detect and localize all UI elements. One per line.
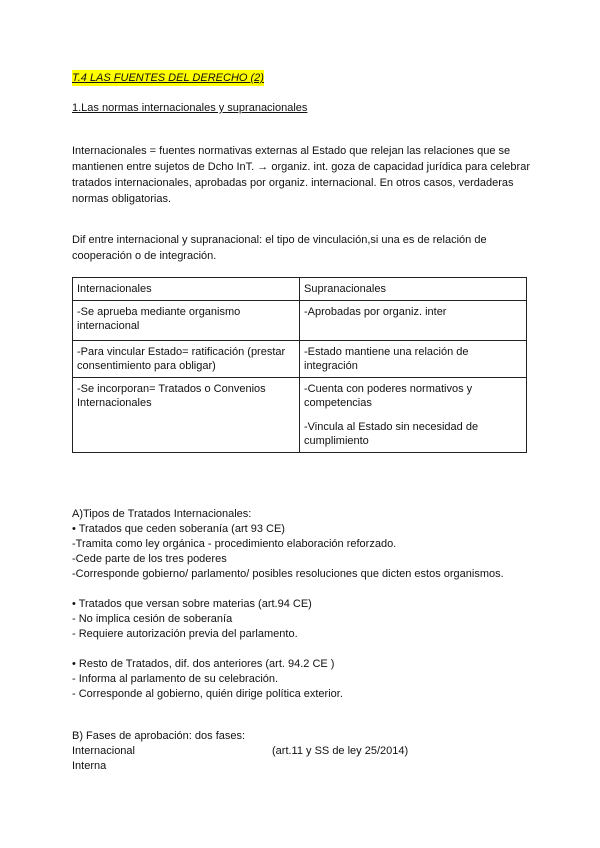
list-item: - Corresponde al gobierno, quién dirige política exterior. [72, 688, 343, 700]
cell-text: -Se incorporan= Tratados o Convenios Internacionales [77, 383, 266, 409]
cell-text: -Para vincular Estado= ratificación (prestar consentimiento para obligar) [77, 346, 286, 372]
fases-heading: B) Fases de aprobación: dos fases: [72, 730, 246, 742]
fase-interna: Interna [72, 760, 107, 772]
table-cell [300, 341, 527, 378]
comparison-table [72, 277, 527, 453]
list-item: • Resto de Tratados, dif. dos anteriores (art. 94.2 CE ) [72, 658, 335, 670]
cell-text: -Cuenta con poderes normativos y competencias [304, 383, 473, 409]
list-item: -Corresponde gobierno/ parlamento/ posibles resoluciones que dicten estos organismos. [72, 568, 504, 580]
table-cell [73, 301, 300, 341]
table-row [73, 341, 527, 378]
cell-text: -Estado mantiene una relación de integración [304, 346, 469, 372]
tipos-heading: A)Tipos de Tratados Internacionales: [72, 508, 252, 520]
cell-text: -Vincula al Estado sin necesidad de cumplimiento [304, 421, 479, 447]
list-item: -Cede parte de los tres poderes [72, 553, 227, 565]
table-header-cell: Internacionales [73, 278, 300, 301]
table-header-row [73, 278, 527, 301]
section-heading: 1.Las normas internacionales y supranacionales [72, 102, 308, 114]
list-item: - Requiere autorización previa del parlamento. [72, 628, 298, 640]
fase-reference: (art.11 y SS de ley 25/2014) [272, 745, 409, 757]
tipos-tratados [72, 507, 504, 702]
fase-internacional: Internacional [72, 745, 135, 757]
table-row [73, 301, 527, 341]
document-title: T.4 LAS FUENTES DEL DERECHO (2) [72, 72, 264, 84]
cell-text: -Aprobadas por organiz. inter [304, 306, 447, 318]
list-item: - Informa al parlamento de su celebración. [72, 673, 279, 685]
list-item: -Tramita como ley orgánica - procedimiento elaboración reforzado. [72, 538, 397, 550]
list-item: • Tratados que ceden soberanía (art 93 CE) [72, 523, 285, 535]
paragraph-diferencia: Dif entre internacional y supranacional: el tipo de vinculación,si una es de relación de cooperación o de integración. [72, 234, 487, 262]
table-cell [73, 341, 300, 378]
list-item: • Tratados que versan sobre materias (art.94 CE) [72, 598, 312, 610]
fases-aprobacion [72, 729, 532, 774]
table-cell [300, 378, 527, 453]
table-cell [300, 301, 527, 341]
paragraph-internacionales: Internacionales = fuentes normativas externas al Estado que relejan las relaciones que se mantienen entre sujetos de Dcho InT. → organiz. int. goza de capacidad jurídica para celebrar tratados internacionales, aprobadas por organiz. internacional. En otros casos, verdaderas normas obligatorias. [72, 145, 530, 205]
table-row [73, 378, 527, 453]
cell-text: -Se aprueba mediante organismo internacional [77, 306, 241, 332]
list-item: - No implica cesión de soberanía [72, 613, 233, 625]
table-header-cell: Supranacionales [300, 278, 527, 301]
table-cell [73, 378, 300, 453]
